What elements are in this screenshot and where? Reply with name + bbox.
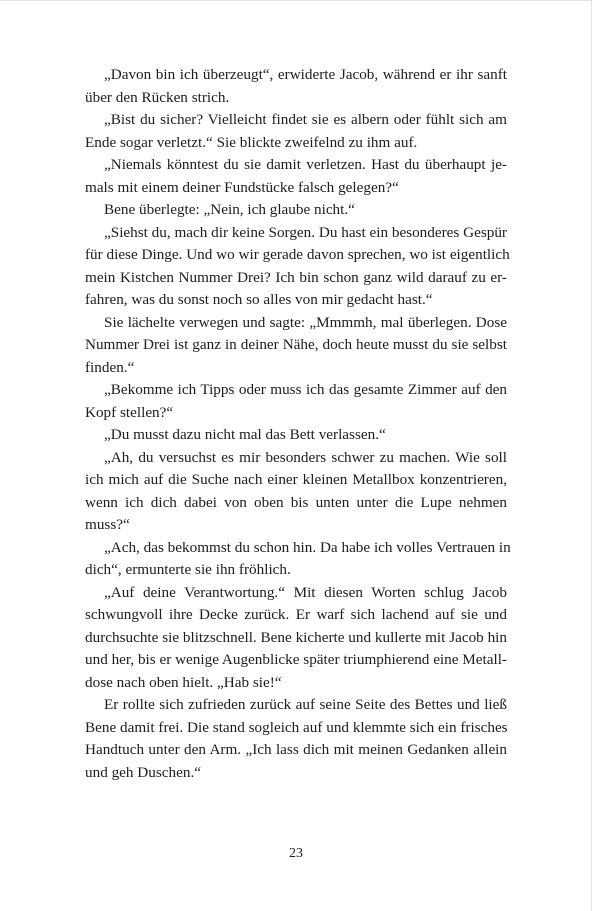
text-line: schwungvoll ihre Decke zurück. Er warf sich lachend auf sie und xyxy=(85,606,507,623)
text-line: „Niemals könntest du sie damit verletzen. Hast du überhaupt je- xyxy=(104,156,507,173)
text-line: „Ach, das bekommst du schon hin. Da habe ich volles Vertrauen in xyxy=(104,538,511,556)
paragraph xyxy=(85,694,507,784)
paragraph xyxy=(85,447,507,537)
text-line: mein Kistchen Nummer Drei? Ich bin schon ganz wild darauf zu er- xyxy=(85,268,507,286)
paragraph xyxy=(85,199,507,222)
paragraph xyxy=(85,582,507,695)
paragraph xyxy=(85,424,507,447)
text-line: für diese Dinge. Und wo wir gerade davon sprechen, wo ist eigentlich xyxy=(85,246,510,263)
text-line: „Du musst dazu nicht mal das Bett verlassen.“ xyxy=(104,426,386,443)
paragraph xyxy=(85,154,507,199)
text-line: „Auf deine Verantwortung.“ Mit diesen Worten schlug Jacob xyxy=(104,583,507,601)
paragraph xyxy=(85,222,510,312)
text-line: Ende sogar verletzt.“ Sie blickte zweifelnd zu ihm auf. xyxy=(85,133,418,151)
text-line: „Siehst du, mach dir keine Sorgen. Du hast ein besonderes Gespür xyxy=(104,223,507,241)
paragraph xyxy=(85,64,507,109)
text-line: Handtuch unter den Arm. „Ich lass dich mit meinen Gedanken allein xyxy=(85,741,507,758)
text-line: finden.“ xyxy=(85,358,135,376)
page-number: 23 xyxy=(289,846,303,861)
text-line: „Bist du sicher? Vielleicht findet sie es albern oder fühlt sich am xyxy=(104,111,507,128)
text-line: Nummer Drei ist ganz in deiner Nähe, doch heute musst du sie selbst xyxy=(85,336,507,353)
text-line: „Ah, du versuchst es mir besonders schwer zu machen. Wie soll xyxy=(104,448,507,466)
text-line: Er rollte sich zufrieden zurück auf seine Seite des Bettes und ließ xyxy=(104,696,507,713)
text-line: muss?“ xyxy=(85,516,130,533)
text-line: fahren, was du sonst noch so alles von mir gedacht hast.“ xyxy=(85,291,433,308)
text-line: Bene damit frei. Die stand sogleich auf und klemmte sich ein frisches xyxy=(85,718,508,736)
text-line: Sie lächelte verwegen und sagte: „Mmmmh, mal überlegen. Dose xyxy=(104,313,507,331)
paragraph xyxy=(85,537,511,582)
text-line: und geh Duschen.“ xyxy=(85,763,201,781)
paragraph xyxy=(85,109,507,154)
paragraph xyxy=(85,312,507,380)
text-line: Bene überlegte: „Nein, ich glaube nicht.“ xyxy=(104,201,355,218)
text-line: „Bekomme ich Tipps oder muss ich das gesamte Zimmer auf den xyxy=(104,381,507,398)
text-line: durchsuchte sie blitzschnell. Bene kicherte und kullerte mit Jacob hin xyxy=(85,628,507,646)
text-line: über den Rücken strich. xyxy=(85,88,230,106)
text-line: wenn ich dich dabei von oben bis unten unter die Lupe nehmen xyxy=(85,493,507,511)
text-line: und her, bis er wenige Augenblicke später triumphierend eine Metall- xyxy=(85,651,507,668)
text-line: mals mit einem deiner Fundstücke falsch gelegen?“ xyxy=(85,178,399,196)
text-line: Kopf stellen?“ xyxy=(85,403,174,421)
text-line: dich“, ermunterte sie ihn fröhlich. xyxy=(85,561,291,578)
paragraph xyxy=(85,379,507,424)
text-line: „Davon bin ich überzeugt“, erwiderte Jacob, während er ihr sanft xyxy=(104,66,507,83)
body-text xyxy=(85,64,511,784)
text-line: ich mich auf die Suche nach einer kleinen Metallbox konzentrieren, xyxy=(85,471,507,488)
text-line: dose nach oben hielt. „Hab sie!“ xyxy=(85,673,282,691)
